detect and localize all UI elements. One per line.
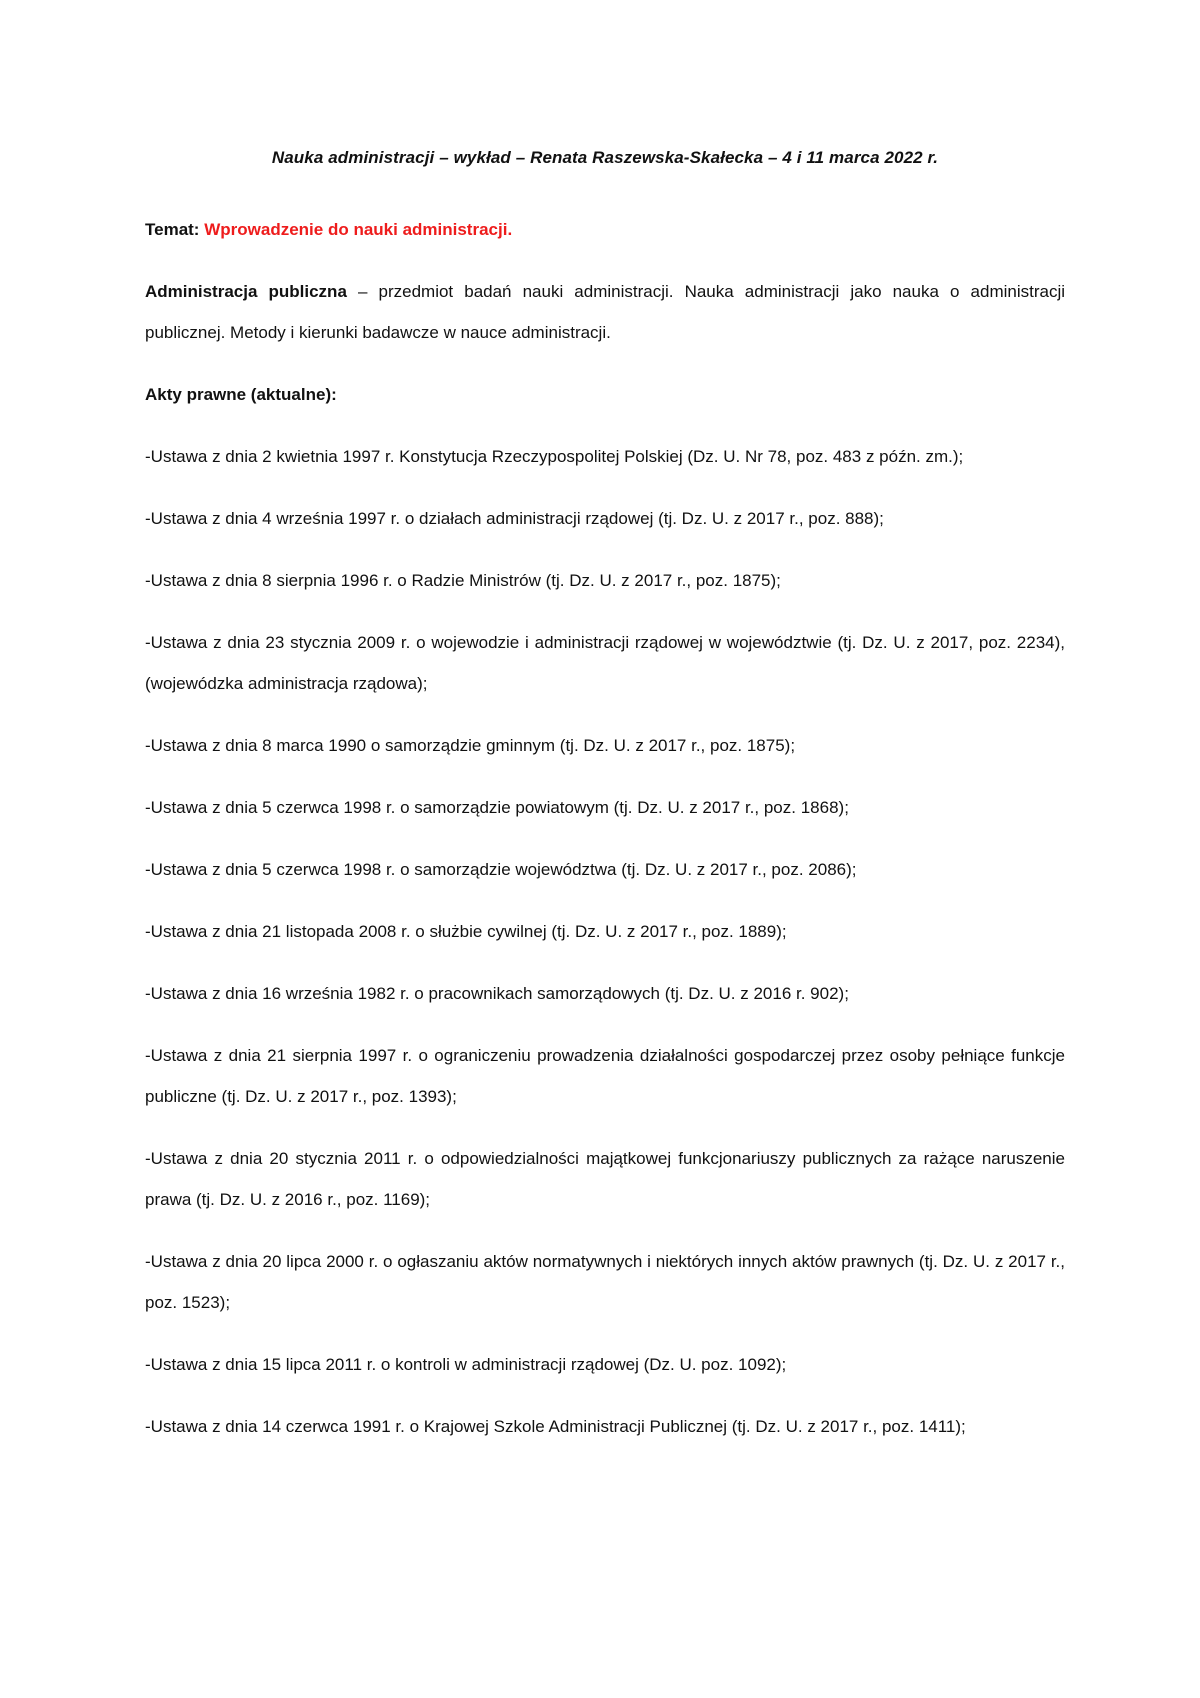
list-item: -Ustawa z dnia 14 czerwca 1991 r. o Krajowej Szkole Administracji Publicznej (tj. Dz. U. z 2017 r., poz. 1411); [145,1417,966,1436]
topic-label: Temat: [145,220,200,239]
list-item: -Ustawa z dnia 4 września 1997 r. o działach administracji rządowej (tj. Dz. U. z 2017 r., poz. 888); [145,509,884,528]
list-item: -Ustawa z dnia 20 lipca 2000 r. o ogłaszaniu aktów normatywnych i niektórych innych aktów prawnych (tj. Dz. U. z 2017 r., poz. 1523); [145,1252,1065,1312]
list-item: -Ustawa z dnia 5 czerwca 1998 r. o samorządzie województwa (tj. Dz. U. z 2017 r., poz. 2086); [145,860,857,879]
legal-acts-list [145,436,1065,1447]
list-item: -Ustawa z dnia 15 lipca 2011 r. o kontroli w administracji rządowej (Dz. U. poz. 1092); [145,1355,787,1374]
list-item: -Ustawa z dnia 8 sierpnia 1996 r. o Radzie Ministrów (tj. Dz. U. z 2017 r., poz. 1875); [145,571,781,590]
intro-term: Administracja publiczna [145,282,347,301]
list-item: -Ustawa z dnia 21 sierpnia 1997 r. o ograniczeniu prowadzenia działalności gospodarczej przez osoby pełniące funkcje publiczne (tj. Dz. U. z 2017 r., poz. 1393); [145,1046,1065,1106]
list-item: -Ustawa z dnia 8 marca 1990 o samorządzie gminnym (tj. Dz. U. z 2017 r., poz. 1875); [145,736,796,755]
list-item: -Ustawa z dnia 2 kwietnia 1997 r. Konstytucja Rzeczypospolitej Polskiej (Dz. U. Nr 78, poz. 483 z późn. zm.); [145,447,964,466]
list-item: -Ustawa z dnia 20 stycznia 2011 r. o odpowiedzialności majątkowej funkcjonariuszy publicznych za rażące naruszenie prawa (tj. Dz. U. z 2016 r., poz. 1169); [145,1149,1065,1209]
list-item: -Ustawa z dnia 21 listopada 2008 r. o służbie cywilnej (tj. Dz. U. z 2017 r., poz. 1889); [145,922,787,941]
topic-value: Wprowadzenie do nauki administracji. [204,220,513,239]
document-title: Nauka administracji – wykład – Renata Raszewska-Skałecka – 4 i 11 marca 2022 r. [271,148,939,167]
acts-heading: Akty prawne (aktualne): [145,385,337,404]
topic-line [145,209,1065,250]
list-item: -Ustawa z dnia 23 stycznia 2009 r. o wojewodzie i administracji rządowej w województwie (tj. Dz. U. z 2017, poz. 2234), (wojewódzka administracja rządowa); [145,633,1065,693]
intro-paragraph [145,271,1065,353]
list-item: -Ustawa z dnia 5 czerwca 1998 r. o samorządzie powiatowym (tj. Dz. U. z 2017 r., poz. 1868); [145,798,849,817]
list-item: -Ustawa z dnia 16 września 1982 r. o pracownikach samorządowych (tj. Dz. U. z 2016 r. 902); [145,984,849,1003]
intro-text: – przedmiot badań nauki administracji. Nauka administracji jako nauka o administracji publicznej. Metody i kierunki badawcze w nauce administracji. [145,282,1066,342]
